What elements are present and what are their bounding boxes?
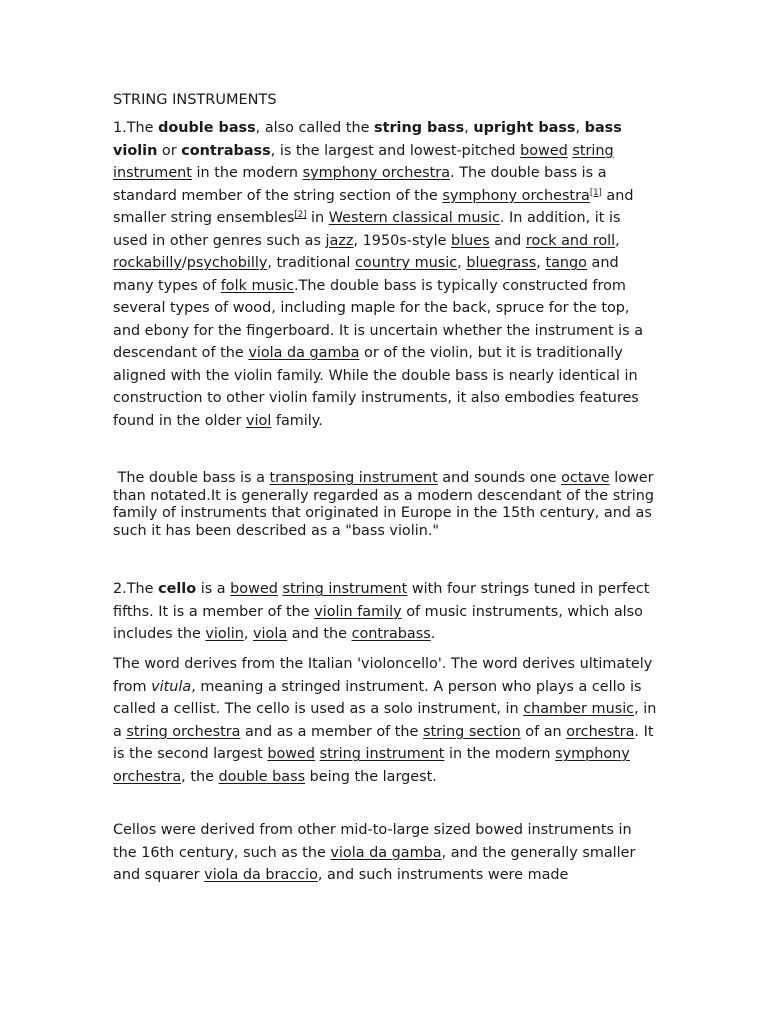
link-string-instrument[interactable]: string instrument [282, 581, 408, 597]
text: and sounds one [437, 470, 562, 486]
text: , meaning a stringed instrument. A person who plays a cello is called a cellist. The cello is used as a solo instrument, in [113, 678, 642, 717]
paragraph-double-bass [113, 117, 658, 432]
text: being the largest. [305, 768, 437, 785]
text: , the [181, 768, 219, 785]
text: , [536, 255, 546, 271]
text: , and the generally smaller and squarer [113, 844, 636, 883]
text: and the [287, 626, 352, 642]
bold-term: double bass [158, 120, 256, 136]
text: in the modern [191, 165, 303, 181]
text: , [464, 120, 474, 136]
text: , [575, 120, 585, 136]
text: , in a [113, 701, 657, 740]
link-bowed[interactable]: bowed [230, 581, 278, 597]
text: , 1950s-style [353, 232, 452, 249]
link-double-bass[interactable]: double bass [218, 768, 306, 785]
text: 1.The [113, 120, 159, 136]
link-violin[interactable]: violin [205, 626, 244, 642]
text: of an [520, 723, 567, 740]
text: is a [196, 581, 231, 597]
link-string-instrument[interactable]: string instrument [319, 746, 445, 762]
text: .The double bass is typically constructed from several types of wood, including maple for the back, spruce for the top, and ebony for the fingerboard. It is uncertain whether the instrument is a descendant of the [113, 277, 644, 361]
bold-term: bass violin [113, 120, 622, 159]
document-title: STRING INSTRUMENTS [113, 92, 277, 108]
link-psychobilly[interactable]: psychobilly [186, 255, 268, 271]
text: lower than notated.It is generally regarded as a modern descendant of the string family of instruments that originated in Europe in the 15th century, and as such it has been described as a "bass violin." [113, 470, 655, 539]
link-rockabilly[interactable]: rockabilly [113, 255, 182, 271]
text: and smaller string ensembles [113, 187, 634, 226]
paragraph-transposing [113, 470, 658, 540]
text: The double bass is a [113, 470, 270, 486]
text: , [243, 626, 253, 642]
link-viola-da-gamba[interactable]: viola da gamba [330, 844, 442, 861]
link-contrabass[interactable]: contrabass [351, 626, 431, 642]
link-symphony-orchestra[interactable]: symphony orchestra [302, 165, 451, 181]
text: or of the violin, but it is traditionally aligned with the violin family. While the double bass is nearly identical in construction to other violin family instruments, it also embodies features found in the older [113, 345, 639, 429]
text: . [430, 626, 436, 642]
text: and as a member of the [240, 723, 423, 740]
text: / [181, 255, 187, 271]
link-bowed[interactable]: bowed [267, 746, 316, 762]
text: in the modern [444, 746, 556, 762]
paragraph-history [113, 819, 658, 887]
paragraph-cello [113, 578, 658, 646]
text: The word derives from the Italian 'violoncello'. The word derives ultimately from [113, 656, 653, 695]
text: or [157, 142, 182, 159]
bold-term: string bass [374, 120, 465, 136]
link-string-section[interactable]: string section [422, 723, 521, 740]
text: . In addition, it is used in other genres such as [113, 210, 621, 249]
text: and many types of [113, 255, 619, 294]
italic-term: vitula [151, 678, 192, 695]
link-viola[interactable]: viola [253, 626, 288, 642]
text: . The double bass is a standard member of the string section of the [113, 165, 607, 204]
link-rock-and-roll[interactable]: rock and roll [525, 232, 616, 249]
text: , is the largest and lowest-pitched [270, 142, 521, 159]
text: , also called the [255, 120, 374, 136]
bold-term: contrabass [181, 142, 271, 159]
link-chamber-music[interactable]: chamber music [523, 701, 635, 717]
link-symphony-orchestra[interactable]: symphony orchestra [442, 187, 590, 204]
text: 2.The [113, 581, 159, 597]
link-tango[interactable]: tango [545, 255, 587, 271]
link-western-classical-music[interactable]: Western classical music [328, 210, 500, 226]
link-octave[interactable]: octave [561, 470, 610, 486]
text: . It is the second largest [113, 723, 654, 762]
link-viol[interactable]: viol [246, 412, 272, 429]
link-bowed[interactable]: bowed [520, 142, 568, 159]
link-string-orchestra[interactable]: string orchestra [126, 723, 241, 740]
link-string-instrument[interactable]: string instrument [113, 142, 614, 181]
text: in [306, 210, 329, 226]
link-country-music[interactable]: country music [355, 255, 458, 271]
link-symphony-orchestra[interactable]: symphony orchestra [113, 746, 630, 785]
link-viola-da-braccio[interactable]: viola da braccio [204, 867, 318, 883]
link-violin-family[interactable]: violin family [314, 603, 402, 620]
text: , [615, 232, 620, 249]
text: with four strings tuned in perfect fifths. It is a member of the [113, 581, 650, 620]
footnote-ref[interactable]: [1] [589, 187, 602, 198]
text: Cellos were derived from other mid-to-large sized bowed instruments in the 16th century, such as the [113, 822, 632, 861]
paragraph-etymology [113, 653, 658, 788]
bold-term: upright bass [473, 120, 576, 136]
link-transposing-instrument[interactable]: transposing instrument [269, 470, 438, 486]
text: family. [271, 412, 323, 429]
text: and [489, 232, 526, 249]
link-folk-music[interactable]: folk music [220, 277, 295, 294]
bold-term: cello [158, 581, 197, 597]
text: , traditional [267, 255, 355, 271]
link-viola-da-gamba[interactable]: viola da gamba [248, 345, 360, 361]
text: of music instruments, which also includes the [113, 603, 643, 642]
text: , [457, 255, 467, 271]
footnote-ref[interactable]: [2] [294, 210, 307, 220]
link-jazz[interactable]: jazz [325, 232, 354, 249]
link-bluegrass[interactable]: bluegrass [466, 255, 537, 271]
link-orchestra[interactable]: orchestra [566, 723, 635, 740]
text: , and such instruments were made [317, 867, 569, 883]
link-blues[interactable]: blues [451, 232, 490, 249]
